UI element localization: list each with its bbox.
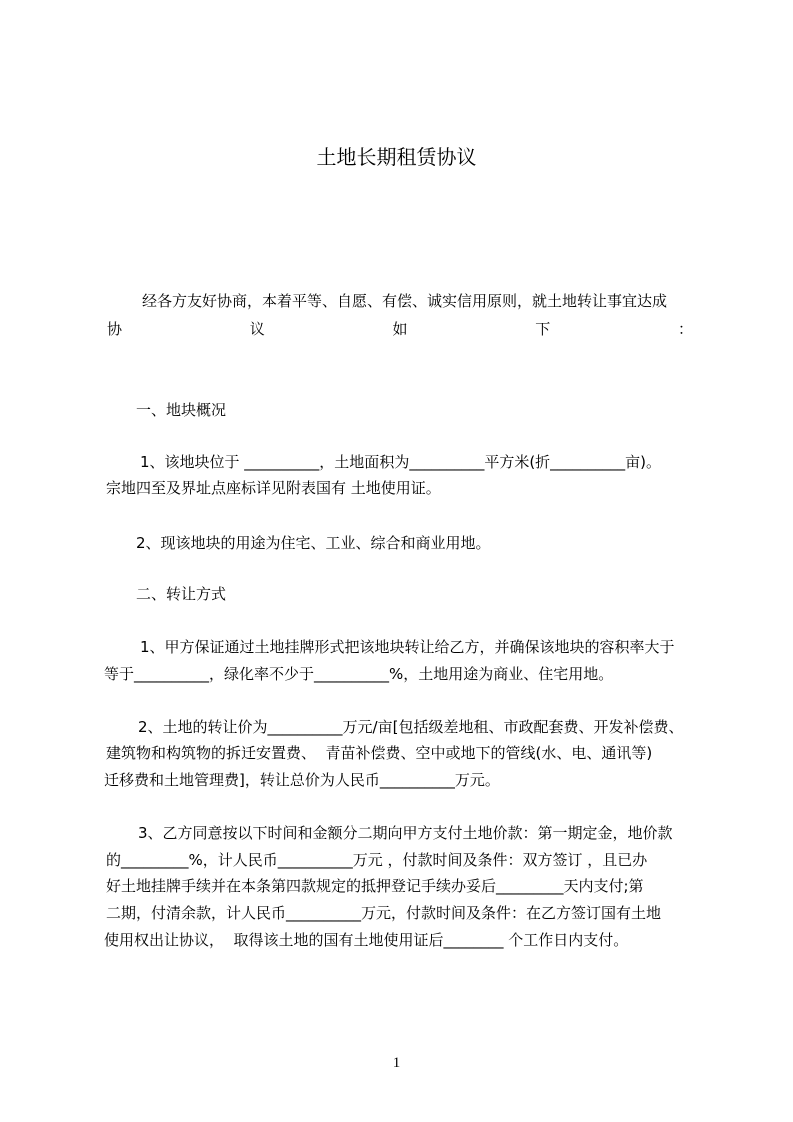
section-2-item-3-line-5: 使用权出让协议， 取得该土地的国有土地使用证后________ 个工作日内支付。 xyxy=(104,931,629,949)
document-title: 土地长期租赁协议 xyxy=(316,145,477,169)
section-2-item-3-line-3: 好土地挂牌手续并在本条第四款规定的抵押登记手续办妥后_________天内支付;第 xyxy=(106,877,644,895)
section-2-item-1-line-2: 等于__________，绿化率不少于__________%，土地用途为商业、住宅用地。 xyxy=(104,665,614,683)
intro-word: 协 xyxy=(107,320,123,338)
section-2-item-2-line-3: 迁移费和土地管理费]，转让总价为人民币__________万元。 xyxy=(104,771,500,789)
intro-word: 下 xyxy=(535,320,551,338)
intro-word: 如 xyxy=(392,320,408,338)
section-1-item-1-line-1: 1、该地块位于 __________，土地面积为__________平方米(折__________亩)。 xyxy=(140,453,662,471)
section-2-item-3-line-4: 二期，付清余款，计人民币__________万元，付款时间及条件：在乙方签订国有土地 xyxy=(106,904,662,922)
section-2-item-3-line-1: 3、乙方同意按以下时间和金额分二期向甲方支付土地价款：第一期定金，地价款 xyxy=(138,824,673,842)
intro-word: 议 xyxy=(249,320,265,338)
section-1-item-1-line-2: 宗地四至及界址点座标详见附表国有 土地使用证。 xyxy=(106,479,441,497)
intro-word: ： xyxy=(677,320,693,338)
section-2-item-2-line-1: 2、土地的转让价为__________万元/亩[包括级差地租、市政配套费、开发补偿费、 xyxy=(138,718,684,736)
section-2-heading: 二、转让方式 xyxy=(136,585,227,603)
section-2-item-1-line-1: 1、甲方保证通过土地挂牌形式把该地块转让给乙方，并确保该地块的容积率大于 xyxy=(140,638,675,656)
intro-line-1: 经各方友好协商，本着平等、自愿、有偿、诚实信用原则，就土地转让事宜达成 xyxy=(142,292,668,310)
section-2-item-3-line-2: 的_________%，计人民币__________万元 ，付款时间及条件：双方签订 ，且已办 xyxy=(106,851,648,869)
section-2-item-2-line-2: 建筑物和构筑物的拆迁安置费、 青苗补偿费、空中或地下的管线(水、电、通讯等) xyxy=(106,744,653,762)
page-number: 1 xyxy=(392,1055,401,1071)
section-1-heading: 一、地块概况 xyxy=(136,401,227,419)
intro-line-2 xyxy=(107,319,693,339)
section-1-item-2: 2、现该地块的用途为住宅、工业、综合和商业用地。 xyxy=(136,534,491,552)
